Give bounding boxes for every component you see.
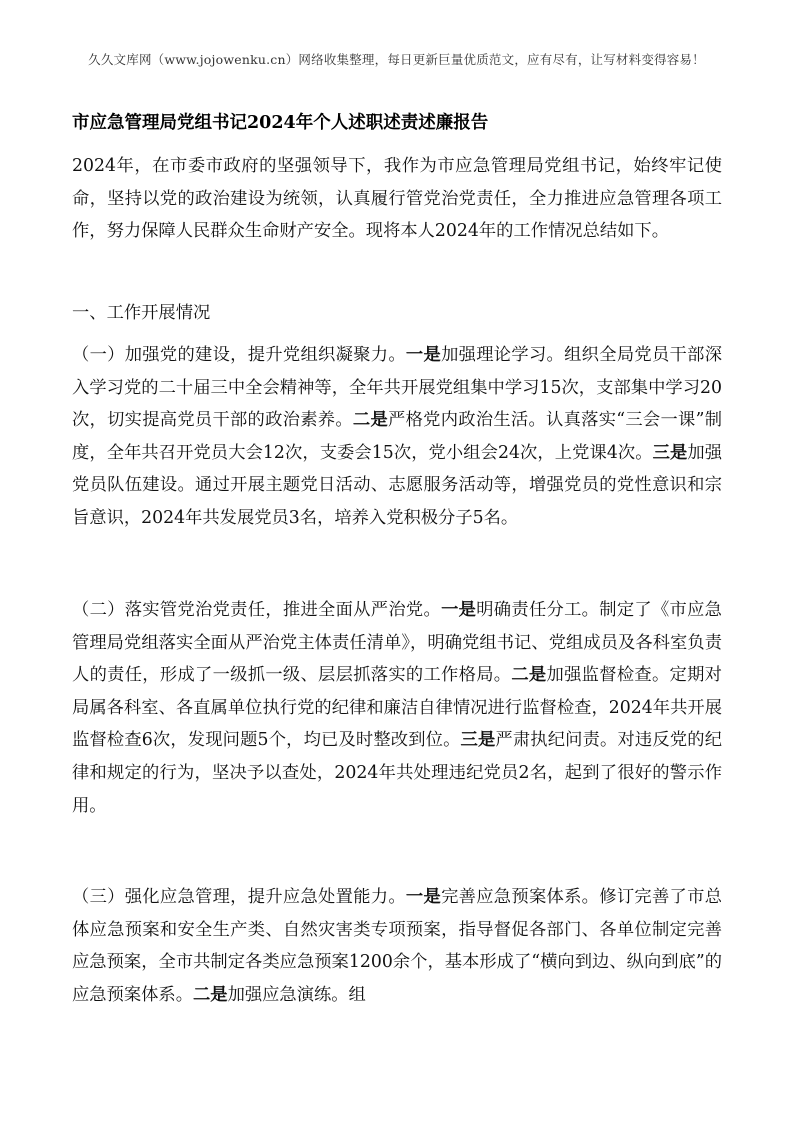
emphasis-label: 三是 xyxy=(652,442,688,463)
header-note: 久久文库网（www.jojowenku.cn）网络收集整理，每日更新巨量优质范文，应有尽有，让写材料变得容易！ xyxy=(88,52,705,67)
emphasis-label: 一是 xyxy=(405,887,442,907)
paragraph-text: 完善应急预案体系。修订完善了市总体应急预案和安全生产类、自然灾害类专项预案，指导督促各部门、各单位制定完善应急预案，全市共制定各类应急预案1200余个，基本形成了“横向到边、纵向到底”的应急预案体系。 xyxy=(72,887,722,1005)
emphasis-label: 二是 xyxy=(511,665,547,686)
paragraph-text: （一）加强党的建设，提升党组织凝聚力。 xyxy=(72,345,406,365)
emphasis-label: 三是 xyxy=(460,730,496,751)
paragraph-text: 加强监督检查。定期对局属各科室、各直属单位执行党的纪律和廉洁自律情况进行监督检查，2024年共开展监督检查6次，发现问题5个，均已及时整改到位。 xyxy=(72,665,722,751)
paragraph-text: （二）落实管党治党责任，推进全面从严治党。 xyxy=(72,600,442,620)
emphasis-label: 一是 xyxy=(405,345,442,365)
paragraph-emergency-management xyxy=(72,881,722,1011)
emphasis-label: 二是 xyxy=(352,410,389,431)
paragraph-text: （三）强化应急管理，提升应急处置能力。 xyxy=(72,887,406,907)
emphasis-label: 二是 xyxy=(192,984,228,1005)
paragraph-text: 加强应急演练。组 xyxy=(227,984,366,1005)
section-heading: 一、工作开展情况 xyxy=(72,303,211,323)
intro-paragraph: 2024年，在市委市政府的坚强领导下，我作为市应急管理局党组书记，始终牢记使命，坚持以党的政治建设为统领，认真履行管党治党责任，全力推进应急管理各项工作，努力保障人民群众生命财产安全。现将本人2024年的工作情况总结如下。 xyxy=(72,156,722,242)
paragraph-text: 严肃执纪问责。对违反党的纪律和规定的行为，坚决予以查处，2024年共处理违纪党员2名，起到了很好的警示作用。 xyxy=(72,730,722,816)
paragraph-party-building xyxy=(72,339,722,535)
paragraph-text: 明确责任分工。制定了《市应急管理局党组落实全面从严治党主体责任清单》，明确党组书记、党组成员及各科室负责人的责任，形成了一级抓一级、层层抓落实的工作格局。 xyxy=(72,600,722,686)
document-title: 市应急管理局党组书记2024年个人述职述责述廉报告 xyxy=(72,113,489,133)
paragraph-discipline xyxy=(72,594,722,822)
paragraph-text: 严格党内政治生活。认真落实“三会一课”制度，全年共召开党员大会12次，支委会15次，党小组会24次，上党课4次。 xyxy=(72,410,722,463)
emphasis-label: 一是 xyxy=(441,600,477,620)
paragraph-text: 加强理论学习。组织全局党员干部深入学习党的二十届三中全会精神等，全年共开展党组集中学习15次，支部集中学习20次，切实提高党员干部的政治素养。 xyxy=(72,345,722,431)
paragraph-text: 加强党员队伍建设。通过开展主题党日活动、志愿服务活动等，增强党员的党性意识和宗旨意识，2024年共发展党员3名，培养入党积极分子5名。 xyxy=(72,442,722,528)
